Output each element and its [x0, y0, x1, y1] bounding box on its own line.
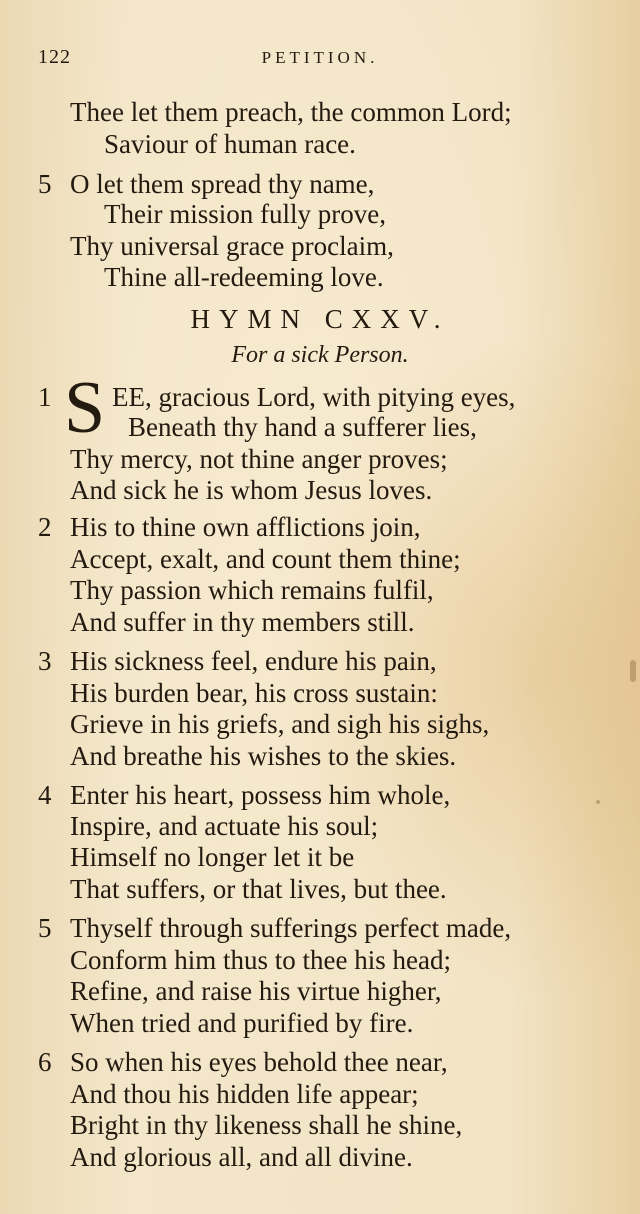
drop-cap: S	[64, 367, 106, 449]
verse-line-text: Thine all-redeeming love.	[104, 262, 384, 292]
verse-line-text: EE, gracious Lord, with pitying eyes,	[112, 382, 516, 412]
stanza-number: 1	[38, 382, 52, 412]
verse-line	[0, 912, 640, 944]
verse-line-text: Saviour of human race.	[104, 129, 356, 159]
verse-line	[0, 198, 640, 230]
verse-line-text: When tried and purified by fire.	[70, 1008, 414, 1038]
verse-line	[0, 645, 640, 677]
verse-line	[0, 708, 640, 740]
verse-line-text: Thy mercy, not thine anger proves;	[70, 444, 448, 474]
verse-line-text: Thyself through sufferings perfect made,	[70, 913, 512, 943]
verse-line	[0, 543, 640, 575]
verse-line-text: Thee let them preach, the common Lord;	[70, 97, 512, 127]
verse-line	[0, 810, 640, 842]
verse-line	[0, 677, 640, 709]
verse-line-text: That suffers, or that lives, but thee.	[70, 874, 447, 904]
verse-line-text: Bright in thy likeness shall he shine,	[70, 1110, 463, 1140]
verse-line-text: Thy passion which remains fulfil,	[70, 575, 434, 605]
paper-speck	[596, 800, 600, 804]
verse-line-text: And sick he is whom Jesus loves.	[70, 475, 433, 505]
paper-edge-stain	[630, 660, 636, 682]
verse-line-text: And suffer in thy members still.	[70, 607, 415, 637]
verse-line	[0, 873, 640, 905]
verse-line-text: And glorious all, and all divine.	[70, 1142, 413, 1172]
stanza-number: 3	[38, 646, 52, 676]
page-number: 122	[38, 46, 71, 68]
verse-line	[0, 841, 640, 873]
stanza-number: 4	[38, 780, 52, 810]
verse-line	[0, 1141, 640, 1173]
verse-line-text: Refine, and raise his virtue higher,	[70, 976, 442, 1006]
stanza-number: 2	[38, 512, 52, 542]
verse-line-text: His burden bear, his cross sustain:	[70, 678, 438, 708]
verse-line	[0, 443, 640, 475]
verse-line-text: His to thine own afflictions join,	[70, 512, 421, 542]
verse-line-text: Grieve in his griefs, and sigh his sighs,	[70, 709, 490, 739]
verse-line	[0, 128, 640, 160]
verse-line	[0, 1109, 640, 1141]
verse-line	[0, 411, 640, 443]
verse-line-text: So when his eyes behold thee near,	[70, 1047, 448, 1077]
verse-line	[0, 474, 640, 506]
verse-line	[0, 230, 640, 262]
verse-line-text: Beneath thy hand a sufferer lies,	[128, 412, 477, 442]
verse-line	[0, 606, 640, 638]
verse-line-text: Accept, exalt, and count them thine;	[70, 544, 461, 574]
stanza-number: 6	[38, 1047, 52, 1077]
verse-line-text: Thy universal grace proclaim,	[70, 231, 394, 261]
verse-line-text: And thou his hidden life appear;	[70, 1079, 419, 1109]
hymn-title: HYMN CXXV.	[190, 304, 450, 334]
verse-line	[0, 1078, 640, 1110]
verse-line-text: His sickness feel, endure his pain,	[70, 646, 437, 676]
verse-line	[0, 975, 640, 1007]
verse-line	[0, 261, 640, 293]
verse-line	[0, 1007, 640, 1039]
verse-line	[0, 740, 640, 772]
stanza-number: 5	[38, 169, 52, 199]
verse-line-text: Inspire, and actuate his soul;	[70, 811, 379, 841]
verse-line-text: Their mission fully prove,	[104, 199, 386, 229]
hymn-subtitle: For a sick Person.	[231, 342, 409, 368]
running-title: PETITION.	[261, 48, 379, 67]
verse-line	[0, 779, 640, 811]
verse-line-text: Conform him thus to thee his head;	[70, 945, 451, 975]
verse-line-text: O let them spread thy name,	[70, 169, 375, 199]
stanza-number: 5	[38, 913, 52, 943]
verse-line	[0, 574, 640, 606]
verse-line-text: Himself no longer let it be	[70, 842, 355, 872]
verse-line	[0, 96, 640, 128]
verse-line	[0, 944, 640, 976]
verse-line	[0, 1046, 640, 1078]
verse-line	[0, 511, 640, 543]
verse-line-text: Enter his heart, possess him whole,	[70, 780, 451, 810]
verse-line	[0, 168, 640, 200]
page-header	[0, 46, 640, 72]
verse-line-text: And breathe his wishes to the skies.	[70, 741, 457, 771]
